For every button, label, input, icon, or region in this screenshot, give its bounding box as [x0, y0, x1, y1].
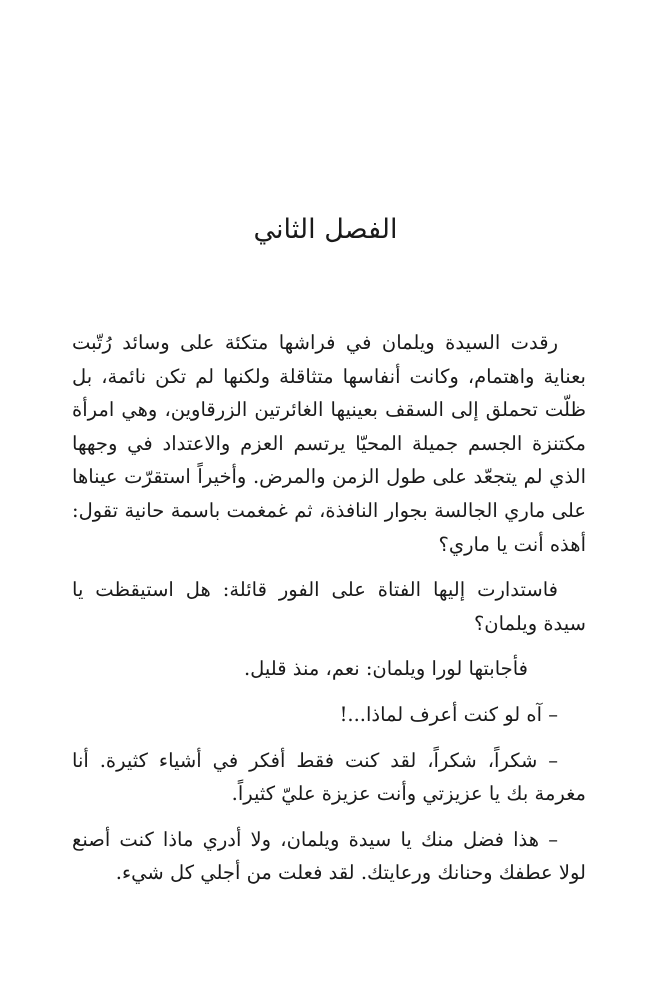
paragraph-dialogue-3: – هذا فضل منك يا سيدة ويلمان، ولا أدري ماذا كنت أصنع لولا عطفك وحنانك ورعايتك. لقد فعلت من أجلي كل شيء.	[72, 827, 586, 885]
paragraph-opening: رقدت السيدة ويلمان في فراشها متكئة على وسائد رُتّبت بعناية واهتمام، وكانت أنفاسها متثاقلة ولكنها لم تكن نائمة، بل ظلّت تحملق إلى السقف بعينيها الغائرتين الزرقاوين، وهي امرأة مكتنزة الجسم جميلة المحيّا يرتسم العزم والاعتداد في وجهها الذي لم يتجعّد على طول الزمن والمرض. وأخيراً استقرّت عيناها على ماري الجالسة بجوار النافذة، ثم غمغمت باسمة حانية تقول: أهذه أنت يا ماري؟	[72, 331, 586, 556]
paragraph-girl-question: فاستدارت إليها الفتاة على الفور قائلة: هل استيقظت يا سيدة ويلمان؟	[72, 578, 586, 635]
paragraph-dialogue-2: – شكراً، شكراً، لقد كنت فقط أفكر في أشياء كثيرة. أنا مغرمة بك يا عزيزتي وأنت عزيزة عليّ كثيراً.	[72, 748, 586, 806]
chapter-title: الفصل الثاني	[253, 214, 398, 245]
paragraph-laura-answer: فأجابتها لورا ويلمان: نعم، منذ قليل.	[243, 657, 528, 681]
chapter-body	[72, 326, 586, 890]
paragraph-dialogue-1: – آه لو كنت أعرف لماذا...!	[339, 702, 558, 726]
